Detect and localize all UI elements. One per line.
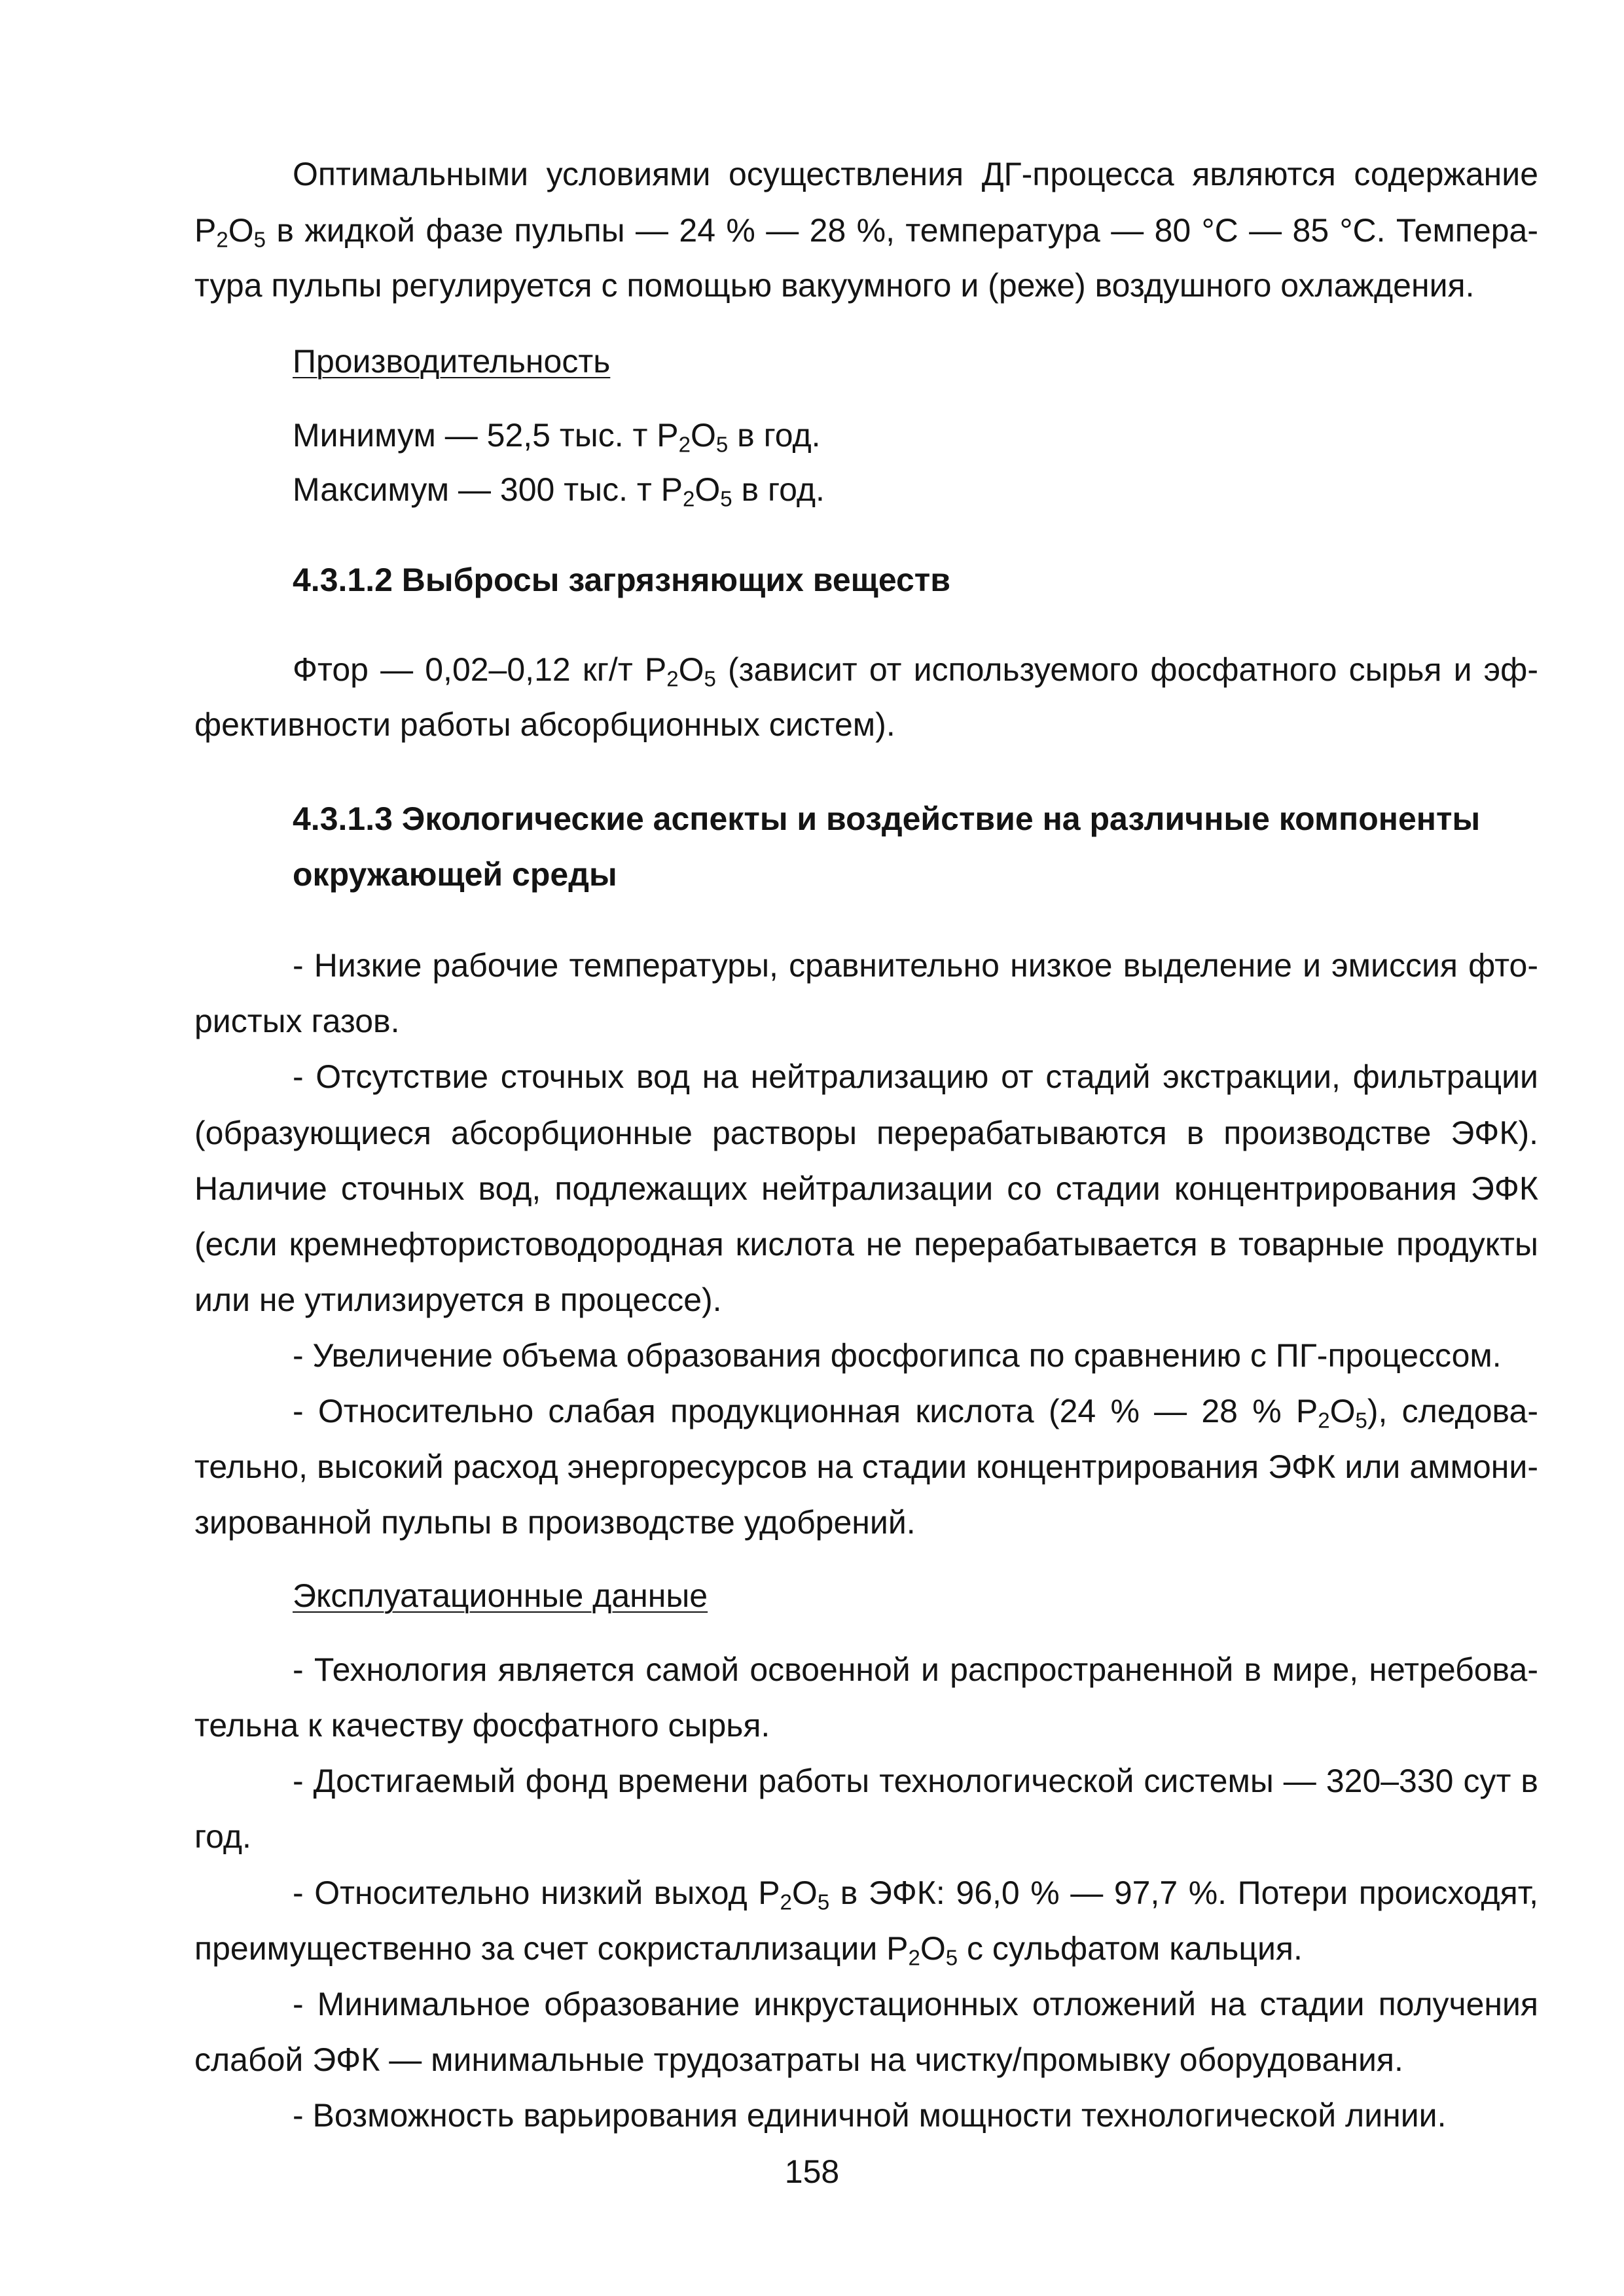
heading-text: Производительность: [293, 343, 611, 380]
list-item-line: [194, 1984, 1538, 2024]
text-span: - Возможность варьирования единичной мощности технологической линии.: [293, 2097, 1447, 2134]
text-span: тура пульпы регулируется с помощью вакуумного и (реже) воздушного охлаждения.: [194, 267, 1475, 304]
section-heading: [194, 855, 1538, 894]
text-span: в ЭФК: 96,0 % — 97,7 %. Потери происходят,: [829, 1874, 1538, 1911]
text-span: фективности работы абсорбционных систем).: [194, 706, 895, 743]
text-span: или не утилизируется в процессе).: [194, 1282, 722, 1318]
subscript: 2: [666, 666, 679, 691]
text-span: в год.: [728, 417, 821, 454]
text-span: O: [228, 212, 254, 249]
text-span: O: [690, 417, 716, 454]
text-span: зированной пульпы в производстве удобрений.: [194, 1504, 916, 1541]
text-span: Наличие сточных вод, подлежащих нейтрализации со стадии концентрирования ЭФК: [194, 1170, 1538, 1207]
text-span: Оптимальными условиями осуществления ДГ-процесса являются содержание: [293, 156, 1538, 192]
text-span: (зависит от используемого фосфатного сырья и эф-: [715, 651, 1538, 688]
list-item-line: [194, 1001, 1538, 1041]
list-item-line: [194, 1761, 1538, 1801]
list-item-line: [194, 1817, 1538, 1856]
text-span: - Относительно низкий выход P: [293, 1874, 780, 1911]
list-item-line: [194, 2040, 1538, 2079]
paragraph-line: [194, 705, 1538, 744]
text-span: ), следова-: [1367, 1393, 1538, 1429]
text-span: O: [920, 1930, 946, 1967]
productivity-max: [194, 470, 1538, 509]
productivity-heading: [194, 342, 1538, 381]
paragraph-line: [194, 266, 1538, 305]
paragraph-line: [194, 650, 1538, 689]
subscript: 5: [817, 1890, 830, 1914]
subscript: 2: [216, 227, 228, 252]
subscript: 5: [1355, 1408, 1367, 1433]
text-span: O: [791, 1874, 818, 1911]
text-span: Фтор — 0,02–0,12 кг/т P: [293, 651, 667, 688]
list-item-line: [194, 1873, 1538, 1912]
subscript: 5: [253, 227, 266, 252]
text-span: год.: [194, 1818, 251, 1855]
list-item-line: [194, 1225, 1538, 1264]
text-span: - Достигаемый фонд времени работы технологической системы — 320–330 сут в: [293, 1763, 1538, 1799]
text-span: O: [1329, 1393, 1356, 1429]
text-span: O: [695, 471, 721, 508]
text-span: O: [678, 651, 704, 688]
list-item-line: [194, 1503, 1538, 1542]
heading-text: 4.3.1.3 Экологические аспекты и воздействие на различные компоненты: [293, 800, 1481, 837]
text-span: - Технология является самой освоенной и распространенной в мире, нетребова-: [293, 1651, 1538, 1688]
text-span: - Низкие рабочие температуры, сравнительно низкое выделение и эмиссия фто-: [293, 947, 1538, 984]
text-span: тельна к качеству фосфатного сырья.: [194, 1707, 770, 1744]
text-span: тельно, высокий расход энергоресурсов на стадии концентрирования ЭФК или аммони-: [194, 1448, 1538, 1485]
productivity-min: [194, 416, 1538, 455]
page-number: 158: [784, 2153, 840, 2190]
list-item-line: [194, 1113, 1538, 1153]
text-span: (если кремнефтористоводородная кислота не перерабатывается в товарные продукты: [194, 1226, 1538, 1263]
text-span: Минимум — 52,5 тыс. т P: [293, 417, 679, 454]
subscript: 5: [945, 1945, 958, 1970]
text-span: - Относительно слабая продукционная кислота (24 % — 28 % P: [293, 1393, 1318, 1429]
paragraph-line: [194, 154, 1538, 194]
subscript: 2: [908, 1945, 920, 1970]
heading-text: 4.3.1.2 Выбросы загрязняющих веществ: [293, 562, 951, 598]
list-item-line: [194, 1057, 1538, 1096]
subscript: 2: [678, 432, 691, 457]
text-span: - Увеличение объема образования фосфогипса по сравнению с ПГ-процессом.: [293, 1337, 1502, 1374]
subscript: 2: [780, 1890, 792, 1914]
paragraph-line: [194, 211, 1538, 250]
list-item-line: [194, 1929, 1538, 1968]
list-item-line: [194, 1391, 1538, 1431]
text-span: слабой ЭФК — минимальные трудозатраты на чистку/промывку оборудования.: [194, 2041, 1403, 2078]
text-span: - Отсутствие сточных вод на нейтрализацию от стадий экстракции, фильтрации: [293, 1058, 1538, 1095]
text-span: (образующиеся абсорбционные растворы перерабатываются в производстве ЭФК).: [194, 1115, 1538, 1151]
list-item-line: [194, 1280, 1538, 1319]
heading-text: окружающей среды: [293, 856, 617, 893]
text-span: с сульфатом кальция.: [958, 1930, 1303, 1967]
list-item-line: [194, 1706, 1538, 1745]
subscript: 2: [1318, 1408, 1330, 1433]
list-item-line: [194, 1650, 1538, 1689]
list-item-line: [194, 946, 1538, 985]
list-item-line: [194, 2096, 1538, 2135]
heading-text: Эксплуатационные данные: [293, 1577, 708, 1614]
subscript: 5: [704, 666, 716, 691]
subscript: 2: [683, 486, 695, 511]
section-heading: [194, 799, 1538, 838]
list-item-line: [194, 1169, 1538, 1208]
list-item-line: [194, 1336, 1538, 1375]
subscript: 5: [720, 486, 732, 511]
text-span: в год.: [732, 471, 825, 508]
text-span: Максимум — 300 тыс. т P: [293, 471, 683, 508]
text-span: преимущественно за счет сокристаллизации P: [194, 1930, 909, 1967]
operational-heading: [194, 1576, 1538, 1615]
subscript: 5: [715, 432, 729, 457]
text-span: - Минимальное образование инкрустационных отложений на стадии получения: [293, 1986, 1538, 2022]
text-span: ристых газов.: [194, 1003, 400, 1039]
text-span: в жидкой фазе пульпы — 24 % — 28 %, температура — 80 °С — 85 °С. Темпера-: [265, 212, 1538, 249]
section-heading: [194, 560, 1538, 600]
text-span: P: [194, 212, 217, 249]
list-item-line: [194, 1447, 1538, 1486]
